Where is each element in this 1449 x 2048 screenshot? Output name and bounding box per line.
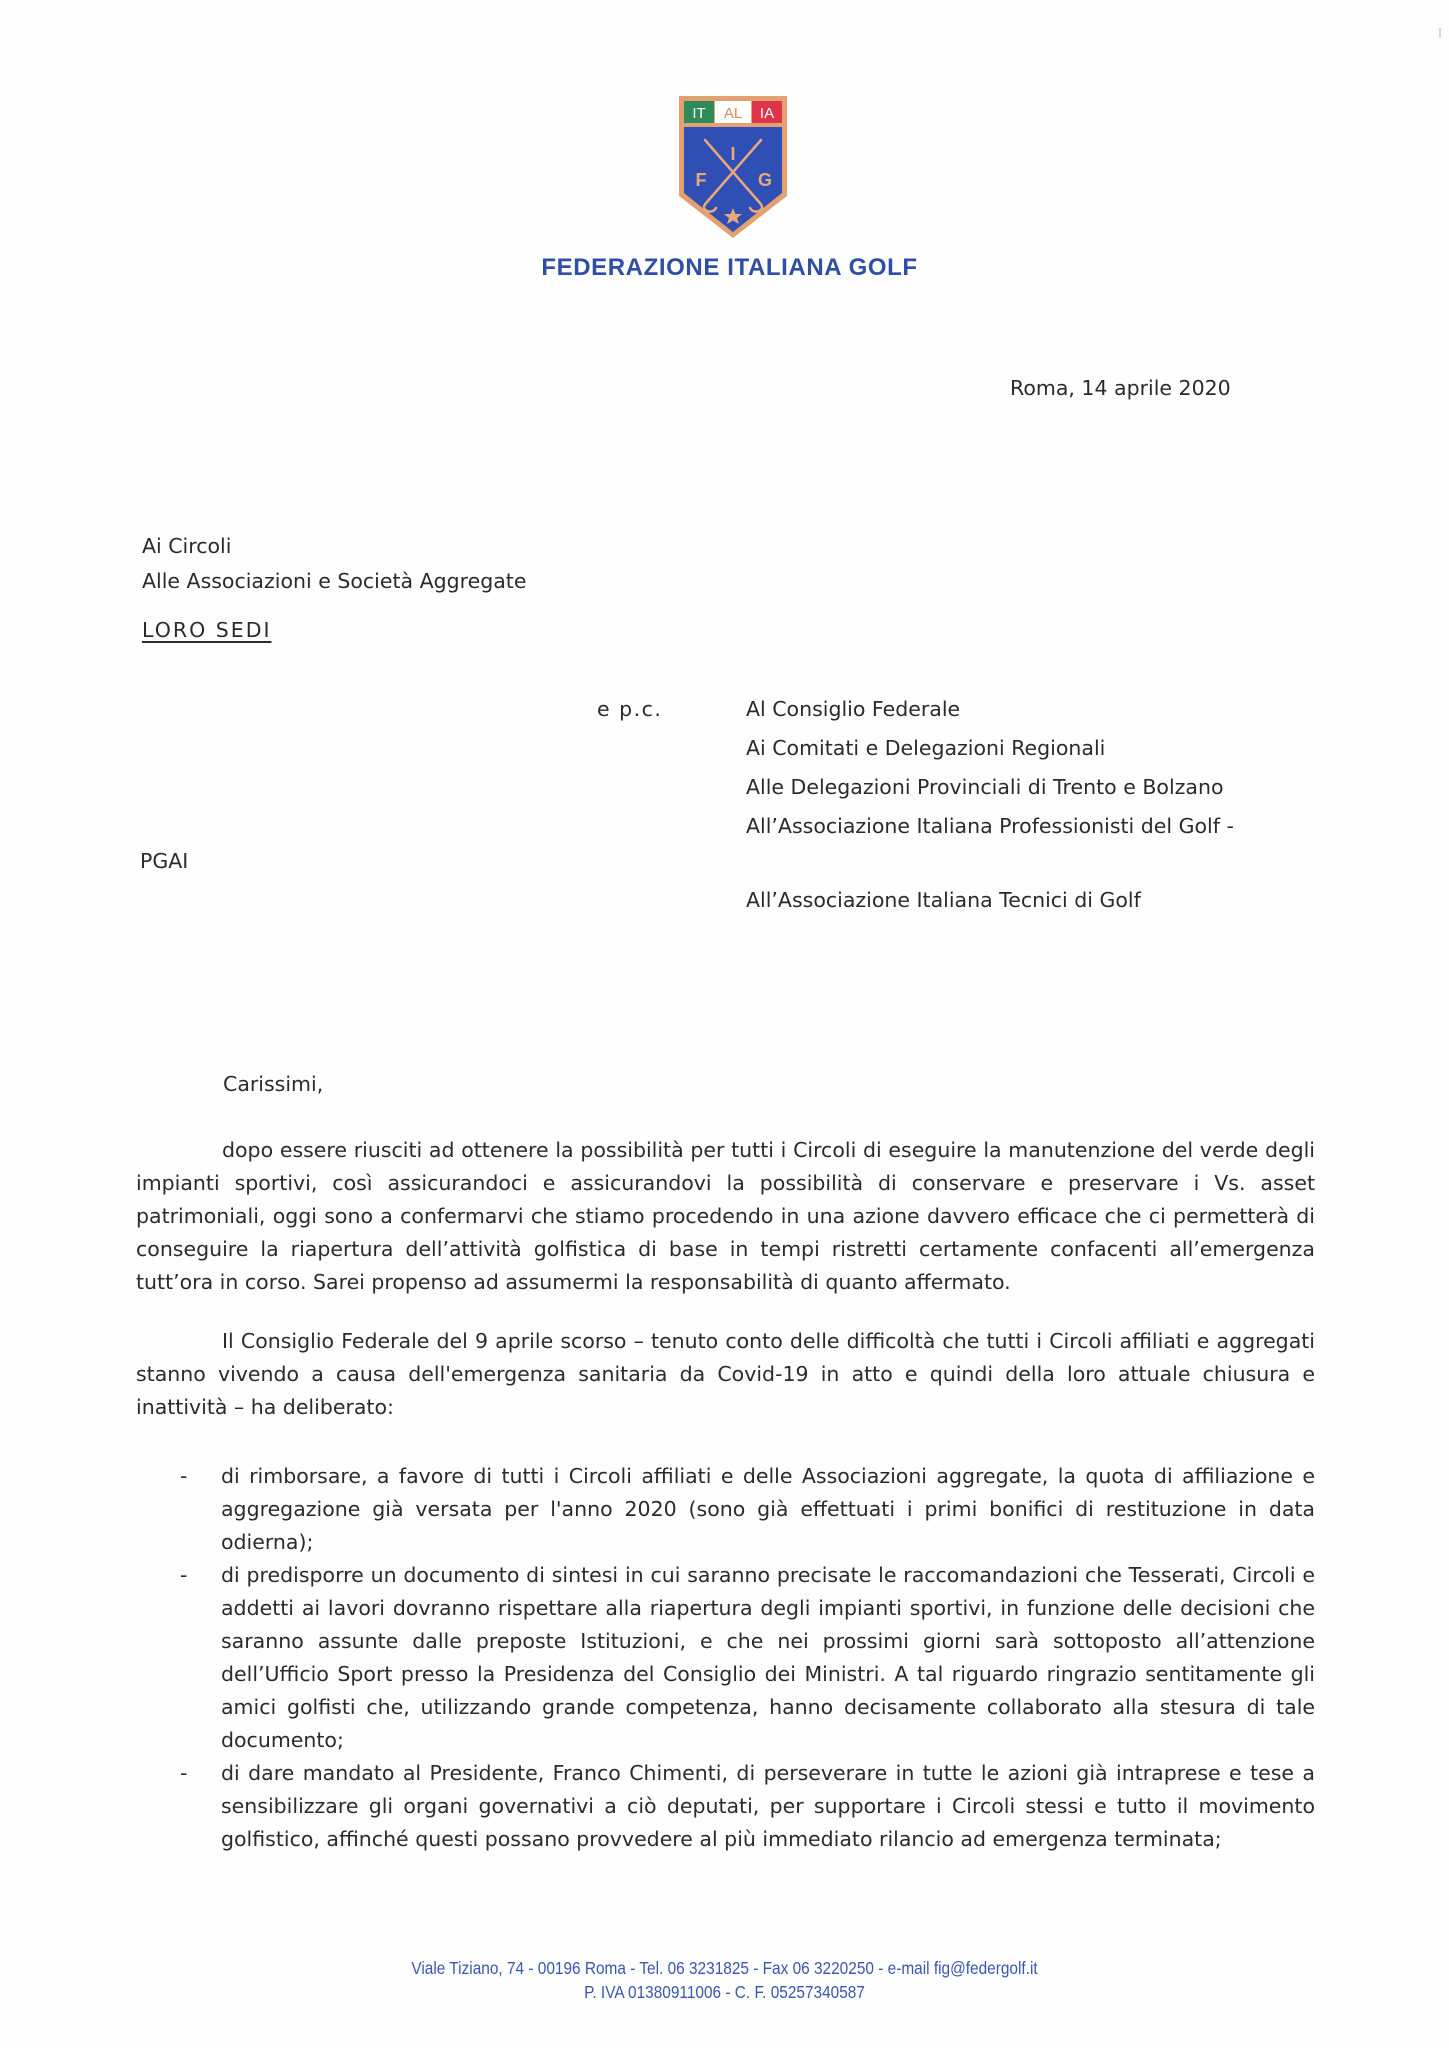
footer-tax-ids: P. IVA 01380911006 - C. F. 05257340587 [584, 1982, 865, 2002]
cc-line: All’Associazione Italiana Professionisti del Golf - [746, 814, 1234, 838]
paragraph [136, 1325, 1315, 1424]
deliberation-list [136, 1460, 1315, 1856]
footer-address: Viale Tiziano, 74 - 00196 Roma - Tel. 06 3231825 - Fax 06 3220250 - e-mail fig@federgolf.it [411, 1958, 1038, 1978]
svg-text:F: F [695, 170, 707, 190]
svg-text:I: I [730, 144, 736, 164]
cc-line: Al Consiglio Federale [746, 697, 961, 721]
recipient-line: Ai Circoli [142, 534, 232, 558]
list-item-text: di predisporre un documento di sintesi in cui saranno precisate le raccomandazioni che Tesserati, Circoli e addetti ai lavori dovranno rispettare alla riapertura degli impianti sportivi, in funzione delle decisioni che saranno assunte dalle preposte Istituzioni, e che nei prossimi giorni sarà sottoposto all’attenzione dell’Ufficio Sport presso la Presidenza del Consiglio dei Ministri. A tal riguardo ringrazio sentitamente gli amici golfisti che, utilizzando grande competenza, hanno decisamente collaborato alla stesura di tale documento; [221, 1563, 1315, 1752]
svg-text:G: G [757, 170, 773, 190]
svg-text:IA: IA [759, 105, 775, 122]
organization-name: FEDERAZIONE ITALIANA GOLF [541, 254, 918, 281]
svg-text:AL: AL [723, 105, 743, 122]
recipients-block [142, 530, 526, 600]
dash-bullet-icon: - [180, 1464, 188, 1488]
paragraph-text: dopo essere riusciti ad ottenere la possibilità per tutti i Circoli di eseguire la manutenzione del verde degli impianti sportivi, così assicurandoci e assicurandovi la possibilità di conservare e preservare i Vs. asset patrimoniali, oggi sono a confermarvi che stiamo procedendo in una azione davvero efficace che ci permetterà di conseguire la riapertura dell’attività golfistica di base in tempi ristretti certamente confacenti all’emergenza tutt’ora in corso. Sarei propenso ad assumermi la responsabilità di quanto affermato. [136, 1138, 1315, 1294]
recipient-line: Alle Associazioni e Società Aggregate [142, 569, 527, 593]
cc-gap [746, 849, 1234, 884]
list-item-text: di dare mandato al Presidente, Franco Chimenti, di perseverare in tutte le azioni già intraprese e tese a sensibilizzare gli organi governativi a ciò deputati, per supportare i Circoli stessi e tutto il movimento golfistico, affinché questi possano provvedere al più immediato rilancio ad emergenza terminata; [221, 1761, 1315, 1851]
cc-line: All’Associazione Italiana Tecnici di Golf [746, 888, 1141, 912]
date-line: Roma, 14 aprile 2020 [1010, 376, 1231, 400]
svg-text:IT: IT [692, 105, 706, 122]
paragraph [136, 1134, 1315, 1299]
list-item [136, 1559, 1315, 1757]
list-item [136, 1757, 1315, 1856]
cc-pgai: PGAI [140, 849, 189, 873]
dash-bullet-icon: - [180, 1761, 188, 1785]
list-item-text: di rimborsare, a favore di tutti i Circoli affiliati e delle Associazioni aggregate, la quota di affiliazione e aggregazione già versata per l'anno 2020 (sono già effettuati i primi bonifici di restituzione in data odierna); [221, 1464, 1315, 1554]
cc-label: e p.c. [597, 697, 663, 721]
list-item [136, 1460, 1315, 1559]
letterhead-footer [87, 1956, 1362, 2004]
fig-logo-icon [679, 96, 787, 238]
scan-mark [1439, 28, 1441, 38]
salutation: Carissimi, [223, 1072, 324, 1096]
paragraph-text: Il Consiglio Federale del 9 aprile scorso – tenuto conto delle difficoltà che tutti i Circoli affiliati e aggregati stanno vivendo a causa dell'emergenza sanitaria da Covid-19 in atto e quindi della loro attuale chiusura e inattività – ha deliberato: [136, 1329, 1315, 1419]
loro-sedi: LORO SEDI [142, 618, 272, 642]
cc-line: Alle Delegazioni Provinciali di Trento e Bolzano [746, 775, 1224, 799]
cc-list [746, 693, 1234, 923]
cc-line: Ai Comitati e Delegazioni Regionali [746, 736, 1106, 760]
dash-bullet-icon: - [180, 1563, 188, 1587]
